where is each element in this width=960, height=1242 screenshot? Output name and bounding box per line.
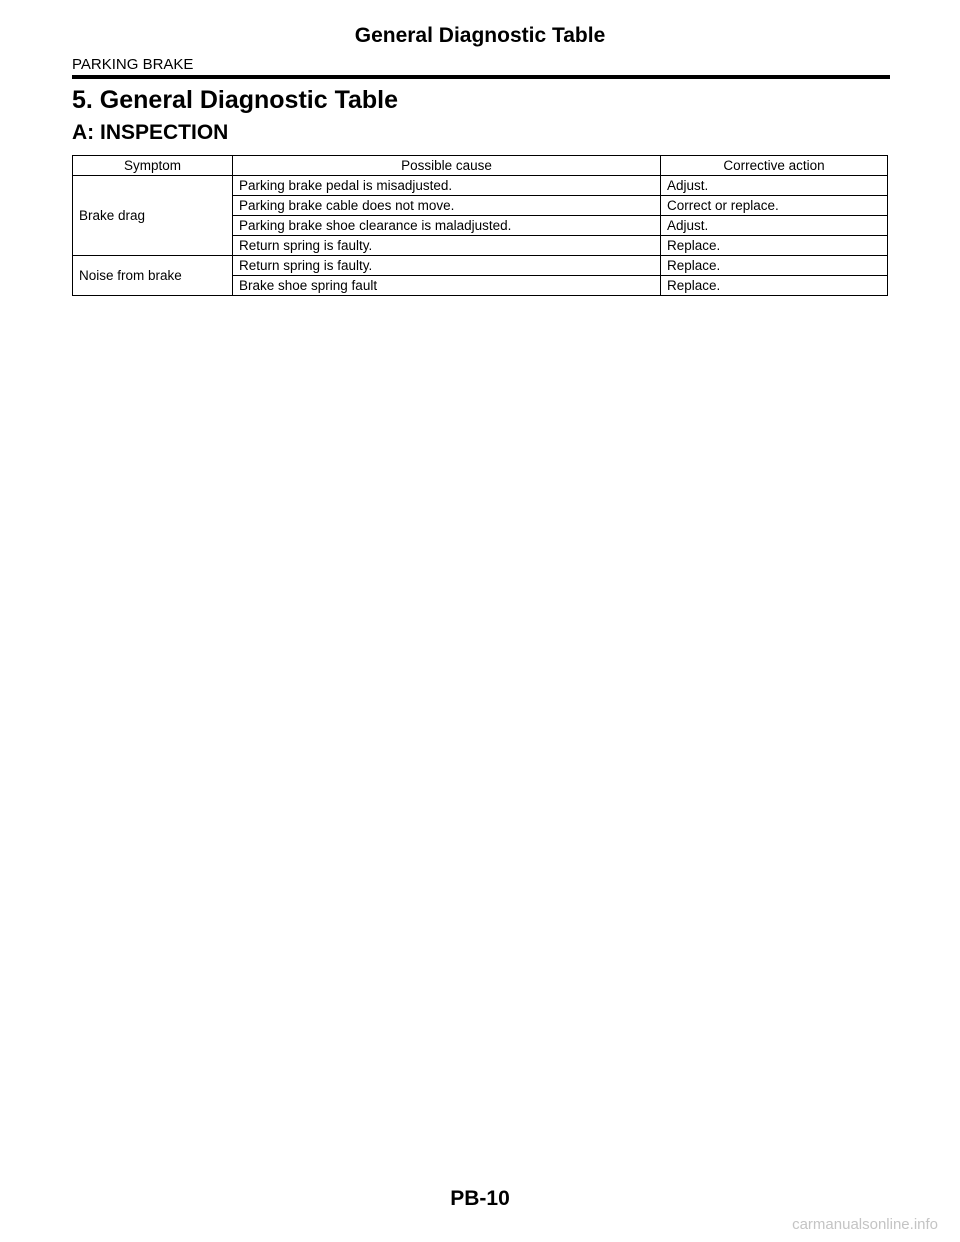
- column-header-symptom: Symptom: [73, 156, 233, 176]
- diagnostic-table: [72, 155, 888, 296]
- column-header-corrective-action: Corrective action: [661, 156, 888, 176]
- action-cell: Correct or replace.: [661, 196, 888, 216]
- cause-cell: Return spring is faulty.: [233, 236, 661, 256]
- cause-cell: Parking brake pedal is misadjusted.: [233, 176, 661, 196]
- action-cell: Adjust.: [661, 216, 888, 236]
- table-header-row: [73, 156, 888, 176]
- table-row: [73, 256, 888, 276]
- action-cell: Replace.: [661, 256, 888, 276]
- symptom-cell: Noise from brake: [73, 256, 233, 296]
- action-cell: Adjust.: [661, 176, 888, 196]
- cause-cell: Return spring is faulty.: [233, 256, 661, 276]
- table-row: [73, 176, 888, 196]
- column-header-possible-cause: Possible cause: [233, 156, 661, 176]
- header-divider: [72, 75, 890, 79]
- cause-cell: Parking brake shoe clearance is maladjusted.: [233, 216, 661, 236]
- page-number: PB-10: [450, 1187, 510, 1210]
- action-cell: Replace.: [661, 236, 888, 256]
- subsection-heading: A: INSPECTION: [72, 121, 229, 144]
- section-heading: 5. General Diagnostic Table: [72, 86, 399, 114]
- page-title: General Diagnostic Table: [354, 24, 606, 47]
- symptom-cell: Brake drag: [73, 176, 233, 256]
- section-label: PARKING BRAKE: [72, 56, 194, 73]
- cause-cell: Parking brake cable does not move.: [233, 196, 661, 216]
- action-cell: Replace.: [661, 276, 888, 296]
- cause-cell: Brake shoe spring fault: [233, 276, 661, 296]
- watermark-text: carmanualsonline.info: [792, 1216, 938, 1233]
